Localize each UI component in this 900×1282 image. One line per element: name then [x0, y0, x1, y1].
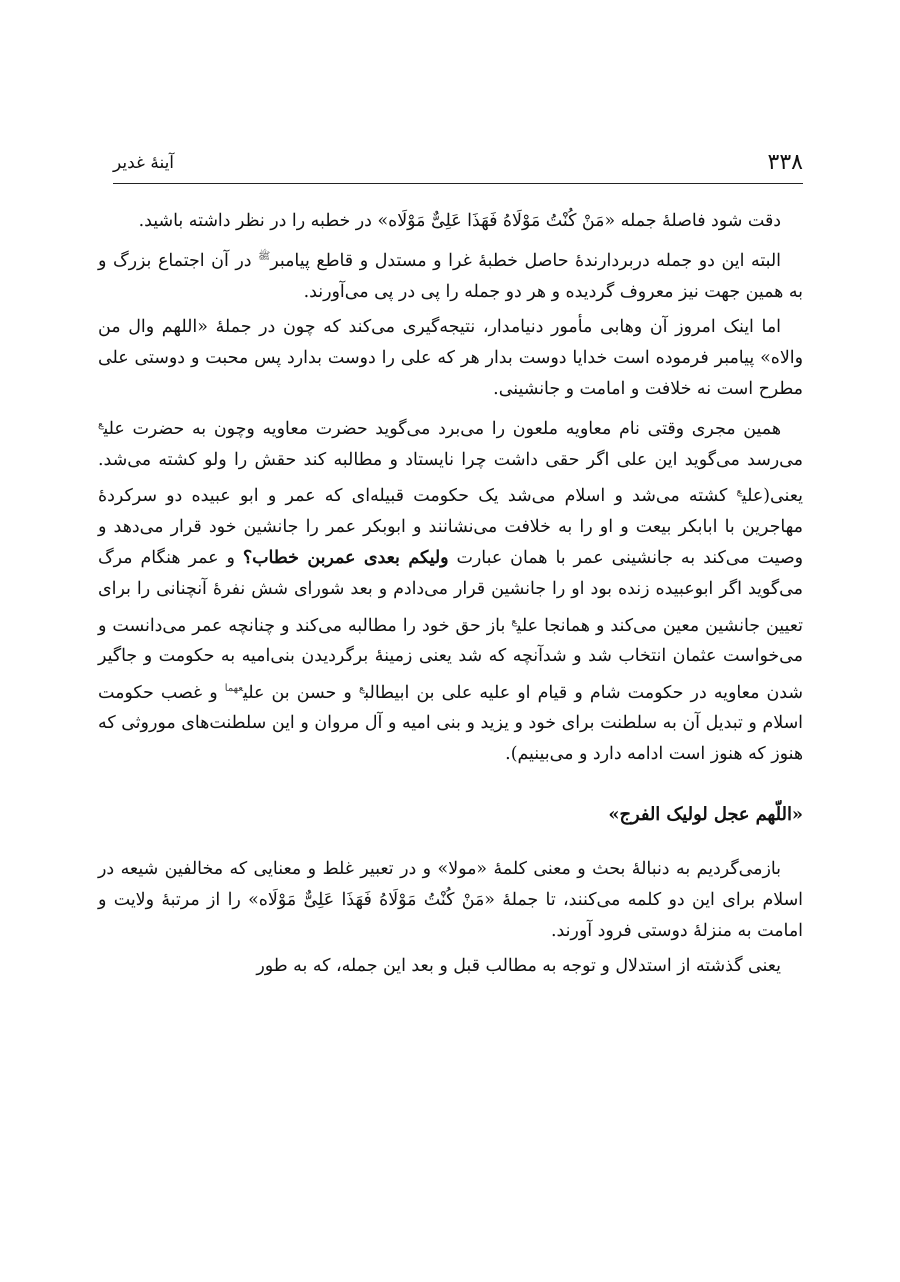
honorific-glyph: ع — [511, 615, 517, 627]
prayer-heading: «اللّهم عجل لولیک الفرج» — [608, 803, 803, 825]
honorific-glyph: ع — [98, 419, 104, 431]
honorific-glyph: ع — [358, 682, 365, 694]
paragraph-2: البته این دو جمله دربردارندهٔ حاصل خطبهٔ غرا و مستدل و قاطع پیامبر$^ﷺ$ در آن اجتماع بزرگ و به همین جهت نیز معروف گردیده و هر دو جمله را پی در پی می‌آورند. — [98, 250, 803, 302]
honorific-glyph: ﷺ — [258, 251, 271, 263]
page-header — [113, 146, 803, 180]
running-title: آینهٔ غدیر — [113, 153, 175, 173]
paragraph-5: بازمی‌گردیم به دنبالهٔ بحث و معنی کلمهٔ «مولا» و در تعبیر غلط و معنایی که مخالفین شیعه در اسلام برای این دو کلمه می‌کنند، تا جملهٔ «مَنْ کُنْتُ مَوْلَاهُ فَهَذَا عَلِیٌّ مَوْلَاه» را از مرتبهٔ ولایت و امامت به منزلهٔ دوستی فرود آورند. — [98, 858, 803, 941]
honorific-glyph: ع — [736, 486, 742, 498]
honorific-glyph: عهما — [224, 682, 244, 694]
paragraph-3: اما اینک امروز آن وهابی مأمور دنیامدار، نتیجه‌گیری می‌کند که چون در جملهٔ «اللهم وال من والاه» پیامبر فرموده است خدایا دوست بدار هر که علی را دوست بدارد پس محبت و دوستی علی مطرح است نه خلافت و امامت و جانشینی. — [98, 317, 803, 400]
paragraph-1: دقت شود فاصلهٔ جمله «مَنْ کُنْتُ مَوْلَاهُ فَهَذَا عَلِیٌّ مَوْلَاه» در خطبه را در نظر داشته باشید. — [138, 211, 781, 231]
page-number: ۳۳۸ — [767, 150, 803, 175]
bold-quote: ولیکم بعدی عمربن خطاب؟ — [242, 548, 449, 569]
paragraph-4: همین مجری وقتی نام معاویه ملعون را می‌برد می‌گوید حضرت معاویه وچون به حضرت علی$^ع$ می‌رسد می‌گوید این علی اگر حقی داشت چرا نایستاد و مطالبه کند حقش را ولو کشته می‌شد. یعنی(علی$^ع$ کشته می‌شد و اسلام می‌شد یک حکومت قبیله‌ای که عمر و ابو عبیده دو سرکردهٔ مهاجرین با ابابکر بیعت و او را به خلافت می‌نشانند و ابوبکر عمر را جانشین خود قرار می‌دهد و وصیت می‌کند به جانشینی عمر با همان عبارت ولیکم بعدی عمربن خطاب؟ و عمر هنگام مرگ می‌گوید اگر ابوعبیده زنده بود او را جانشین قرار می‌دادم و بعد شورای شش نفرهٔ آنچنانی را برای تعیین جانشین معین می‌کند و همانجا علی$^ع$ باز حق خود را مطالبه می‌کند و چنانچه عمر می‌دانست و می‌خواست عثمان انتخاب شد و شدآنچه که شد یعنی زمینهٔ برگردیدن بنی‌امیه به حکومت و جاگیر شدن معاویه در حکومت شام و قیام او علیه علی بن ابیطالب$^ع$ و حسن بن علی$^{عهما}$ و غصب حکومت اسلام و تبدیل آن به سلطنت برای خود و یزید و بنی امیه و آل مروان و این سلطنت‌های موروثی که هنوز که هنوز است ادامه دارد و می‌بینیم). — [98, 419, 804, 765]
body-text — [98, 206, 803, 982]
header-divider — [113, 183, 803, 184]
paragraph-6: یعنی گذشته از استدلال و توجه به مطالب قبل و بعد این جمله، که به طور — [256, 955, 781, 976]
